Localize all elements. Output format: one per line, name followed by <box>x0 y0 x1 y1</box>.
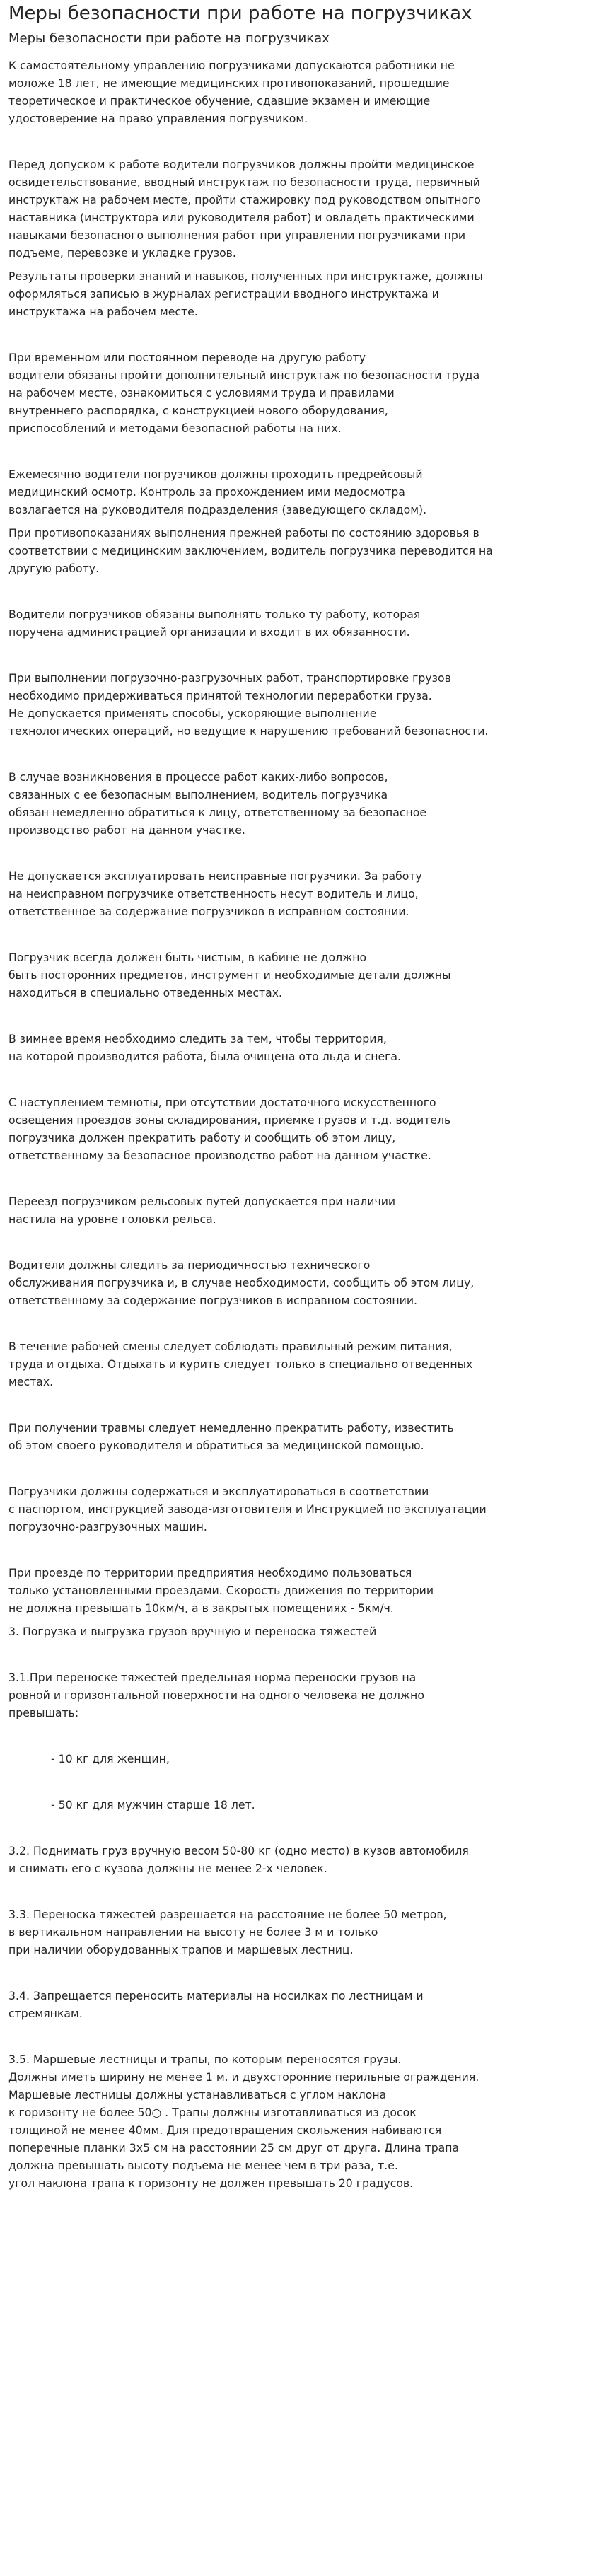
paragraph: С наступлением темноты, при отсутствии достаточного искусственного освещения проездов зоны складирования, приемке грузов и т.д. водитель погрузчика должен прекратить работу и сообщить об этом лицу, ответственному за безопасное производство работ на данном участке. <box>8 1096 451 1162</box>
paragraph: 3.5. Маршевые лестницы и трапы, по которым переносятся грузы. Должны иметь ширину не менее 1 м. и двухсторонние перильные ограждения. Маршевые лестницы должны устанавливаться с углом наклона к горизонту не более 50○ . Трапы должны изготавливаться из досок толщиной не менее 40мм. Для предотвращения скольжения набиваются поперечные планки 3х5 см на расстоянии 25 см друг от друга. Длина трапа должна превышать высоту подъема не менее чем в три раза, т.е. угол наклона трапа к горизонту не должен превышать 20 градусов. <box>8 2053 479 2190</box>
paragraph: При проезде по территории предприятия необходимо пользоваться только установленными проездами. Скорость движения по территории не должна превышать 10км/ч, а в закрытых помещениях - 5км/ч. <box>8 1566 434 1615</box>
paragraph: К самостоятельному управлению погрузчиками допускаются работники не моложе 18 лет, не имеющие медицинских противопоказаний, прошедшие теоретическое и практическое обучение, сдавшие экзамен и имеющие удостоверение на право управления погрузчиком. <box>8 59 455 125</box>
paragraph: Погрузчики должны содержаться и эксплуатироваться в соответствии с паспортом, инструкцией завода-изготовителя и Инструкцией по эксплуатации погрузочно-разгрузочных машин. <box>8 1485 487 1533</box>
paragraph: 3.1.При переноске тяжестей предельная норма переноски грузов на ровной и горизонтальной поверхности на одного человека не должно превышать: <box>8 1671 424 1719</box>
paragraph: При противопоказаниях выполнения прежней работы по состоянию здоровья в соответствии с медицинским заключением, водитель погрузчика переводится на другую работу. <box>8 526 493 575</box>
list-item: - 10 кг для женщин, <box>51 1752 170 1765</box>
paragraph: В зимнее время необходимо следить за тем, чтобы территория, на которой производится работа, была очищена ото льда и снега. <box>8 1032 402 1063</box>
list-item: - 50 кг для мужчин старше 18 лет. <box>51 1798 255 1811</box>
paragraph: 3.2. Поднимать груз вручную весом 50-80 кг (одно место) в кузов автомобиля и снимать его с кузова должны не менее 2-х человек. <box>8 1844 469 1875</box>
paragraph: Перед допуском к работе водители погрузчиков должны пройти медицинское освидетельствование, вводный инструктаж по безопасности труда, первичный инструктаж на рабочем месте, пройти стажировку под руководством опытного наставника (инструктора или руководителя работ) и овладеть практическими навыками безопасного выполнения работ при управлении погрузчиками при подъеме, перевозке и укладке грузов. <box>8 158 481 260</box>
paragraph: В течение рабочей смены следует соблюдать правильный режим питания, труда и отдыха. Отдыхать и курить следует только в специально отведенных местах. <box>8 1340 473 1388</box>
page-title: Меры безопасности при работе на погрузчиках <box>8 3 472 24</box>
paragraph: Ежемесячно водители погрузчиков должны проходить предрейсовый медицинский осмотр. Контроль за прохождением ими медосмотра возлагается на руководителя подразделения (заведующего складом). <box>8 468 427 516</box>
paragraph: При временном или постоянном переводе на другую работу водители обязаны пройти дополнительный инструктаж по безопасности труда на рабочем месте, ознакомиться с условиями труда и правилами внутреннего распорядка, с конструкцией нового оборудования, приспособлений и методами безопасной работы на них. <box>8 351 480 435</box>
paragraph: Водители должны следить за периодичностью технического обслуживания погрузчика и, в случае необходимости, сообщить об этом лицу, ответственному за содержание погрузчиков в исправном состоянии. <box>8 1258 475 1307</box>
paragraph: Погрузчик всегда должен быть чистым, в кабине не должно быть посторонних предметов, инструмент и необходимые детали должны находиться в специально отведенных местах. <box>8 951 451 999</box>
paragraph: В случае возникновения в процессе работ каких-либо вопросов, связанных с ее безопасным выполнением, водитель погрузчика обязан немедленно обратиться к лицу, ответственному за безопасное производство работ на данном участке. <box>8 770 427 837</box>
paragraph: Результаты проверки знаний и навыков, полученных при инструктаже, должны оформляться записью в журналах регистрации вводного инструктажа и инструктажа на рабочем месте. <box>8 269 483 318</box>
paragraph: 3.4. Запрещается переносить материалы на носилках по лестницам и стремянкам. <box>8 1989 424 2020</box>
paragraph: Водители погрузчиков обязаны выполнять только ту работу, которая поручена администрацией организации и входит в их обязанности. <box>8 608 421 639</box>
paragraph: Не допускается эксплуатировать неисправные погрузчики. За работу на неисправном погрузчике ответственность несут водитель и лицо, ответственное за содержание погрузчиков в исправном состоянии. <box>8 869 422 918</box>
page-subtitle: Меры безопасности при работе на погрузчиках <box>8 31 330 46</box>
document-page <box>0 1 599 2576</box>
paragraph: 3.3. Переноска тяжестей разрешается на расстояние не более 50 метров, в вертикальном направлении на высоту не более 3 м и только при наличии оборудованных трапов и маршевых лестниц. <box>8 1908 447 1956</box>
paragraph: При выполнении погрузочно-разгрузочных работ, транспортировке грузов необходимо придерживаться принятой технологии переработки груза. Не допускается применять способы, ускоряющие выполнение технологических операций, но ведущие к нарушению требований безопасности. <box>8 671 489 738</box>
section-heading: 3. Погрузка и выгрузка грузов вручную и переноска тяжестей <box>8 1625 377 1638</box>
paragraph: При получении травмы следует немедленно прекратить работу, известить об этом своего руководителя и обратиться за медицинской помощью. <box>8 1421 454 1452</box>
paragraph: Переезд погрузчиком рельсовых путей допускается при наличии настила на уровне головки рельса. <box>8 1195 396 1226</box>
